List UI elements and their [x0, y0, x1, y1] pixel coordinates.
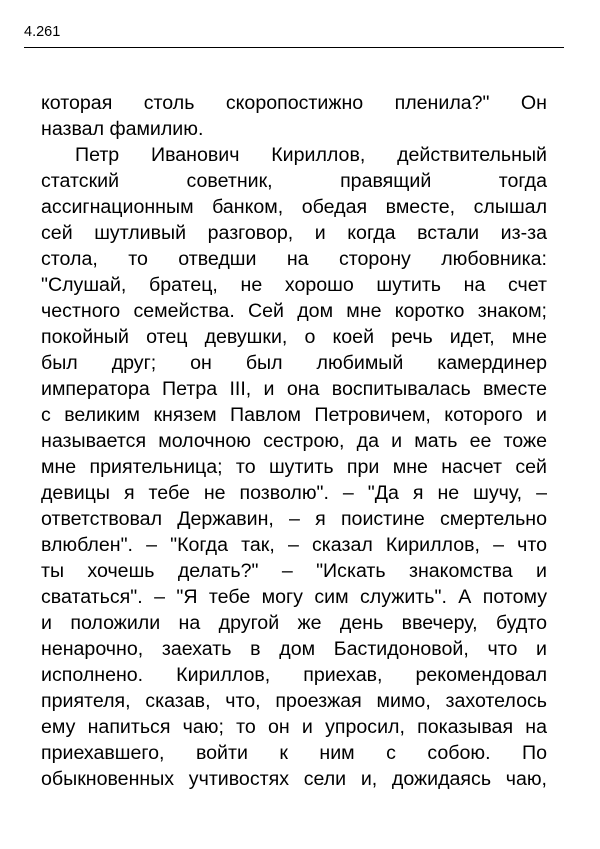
text-line: которая столь скоропостижно пленила?" Он: [41, 92, 547, 114]
text-line: сей шутливый разговор, и когда встали из-за: [41, 222, 547, 244]
text-line: приятеля, сказав, что, проезжая мимо, захотелось: [41, 690, 547, 712]
text-line: свататься". – "Я тебе могу сим служить". А потому: [41, 586, 547, 608]
text-line: ты хочешь делать?" – "Искать знакомства и: [41, 560, 547, 582]
text-line: исполнено. Кириллов, приехав, рекомендовал: [41, 664, 547, 686]
page-header: [24, 23, 564, 48]
text-line: и положили на другой же день ввечеру, будто: [41, 612, 547, 634]
text-line: ассигнационным банком, обедая вместе, слышал: [41, 196, 547, 218]
page-body: [41, 90, 547, 792]
text-line: статский советник, правящий тогда: [41, 170, 547, 192]
text-line: обыкновенных учтивостях сели и, дожидаясь чаю,: [41, 768, 547, 790]
text-line: мне приятельница; то шутить при мне насчет сей: [41, 456, 547, 478]
text-line: назвал фамилию.: [41, 118, 204, 140]
text-line: честного семейства. Сей дом мне коротко знаком;: [41, 300, 547, 322]
text-line: девицы я тебе не позволю". – "Да я не шучу, –: [41, 482, 547, 504]
text-line: ответствовал Державин, – я поистине смертельно: [41, 508, 547, 530]
text-line: был друг; он был любимый камердинер: [41, 352, 547, 374]
text-line: влюблен". – "Когда так, – сказал Кириллов, – что: [41, 534, 547, 556]
text-line: покойный отец девушки, о коей речь идет, мне: [41, 326, 547, 348]
text-line: "Слушай, братец, не хорошо шутить на счет: [41, 274, 547, 296]
text-line: ему напиться чаю; то он и упросил, показывая на: [41, 716, 547, 738]
text-line: приехавшего, войти к ним с собою. По: [41, 742, 547, 764]
text-line: стола, то отведши на сторону любовника:: [41, 248, 547, 270]
text-line: императора Петра III, и она воспитывалась вместе: [41, 378, 547, 400]
text-line: Петр Иванович Кириллов, действительный: [75, 144, 547, 166]
text-line: ненарочно, заехать в дом Бастидоновой, что и: [41, 638, 547, 660]
page-number: 4.261: [24, 24, 61, 40]
text-line: с великим князем Павлом Петровичем, которого и: [41, 404, 547, 426]
text-line: называется молочною сестрою, да и мать ее тоже: [41, 430, 547, 452]
